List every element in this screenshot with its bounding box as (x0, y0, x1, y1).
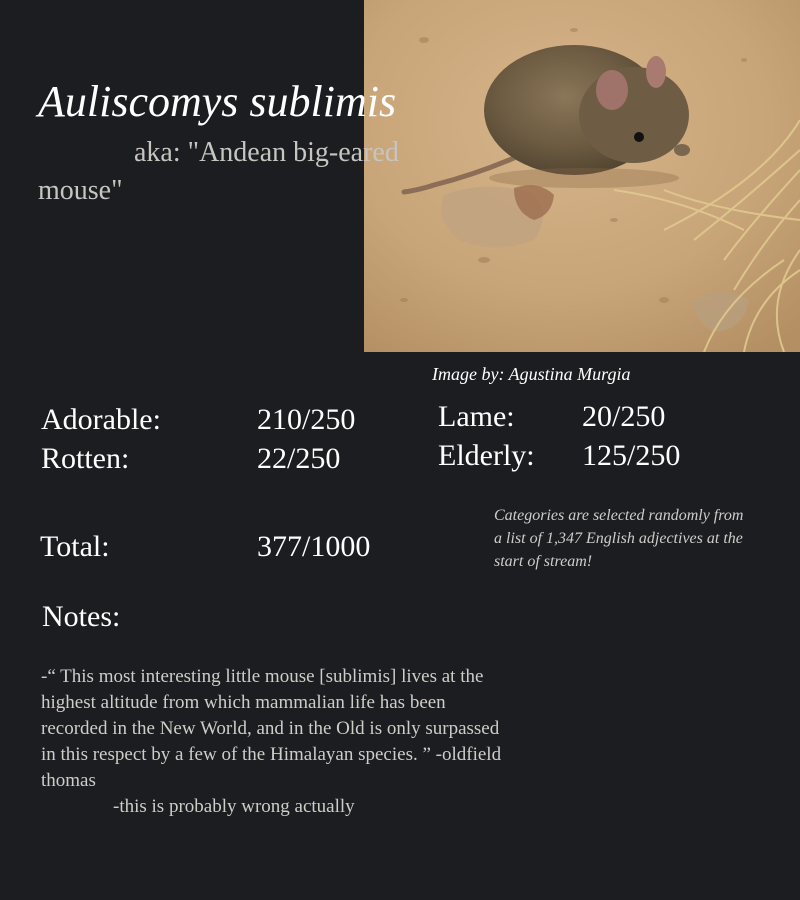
notes-comment: -this is probably wrong actually (113, 796, 355, 817)
rating-label-elderly: Elderly: (438, 439, 535, 472)
notes-body (41, 664, 511, 820)
image-credit: Image by: Agustina Murgia (432, 364, 631, 384)
total-value: 377/1000 (257, 530, 371, 563)
rating-value-rotten: 22/250 (257, 442, 341, 475)
notes-quote: -“ This most interesting little mouse [sublimis] lives at the highest altitude from which mammalian life has been recorded in the New World, and in the Old is only surpassed in this respect by a few of the Himalayan species. ” -oldfield thomas (41, 666, 502, 791)
rating-value-elderly: 125/250 (582, 439, 681, 472)
rating-label-lame: Lame: (438, 400, 515, 433)
rating-value-adorable: 210/250 (257, 403, 356, 436)
category-note: Categories are selected randomly from a list of 1,347 English adjectives at the start of stream! (494, 507, 744, 570)
species-scientific-name: Auliscomys sublimis (38, 77, 397, 126)
total-label: Total: (40, 530, 110, 563)
notes-heading: Notes: (42, 600, 121, 633)
rating-label-rotten: Rotten: (41, 442, 130, 475)
species-common-name: aka: "Andean big-eared mouse" (38, 137, 399, 206)
rating-value-lame: 20/250 (582, 400, 666, 433)
rating-label-adorable: Adorable: (41, 403, 161, 436)
